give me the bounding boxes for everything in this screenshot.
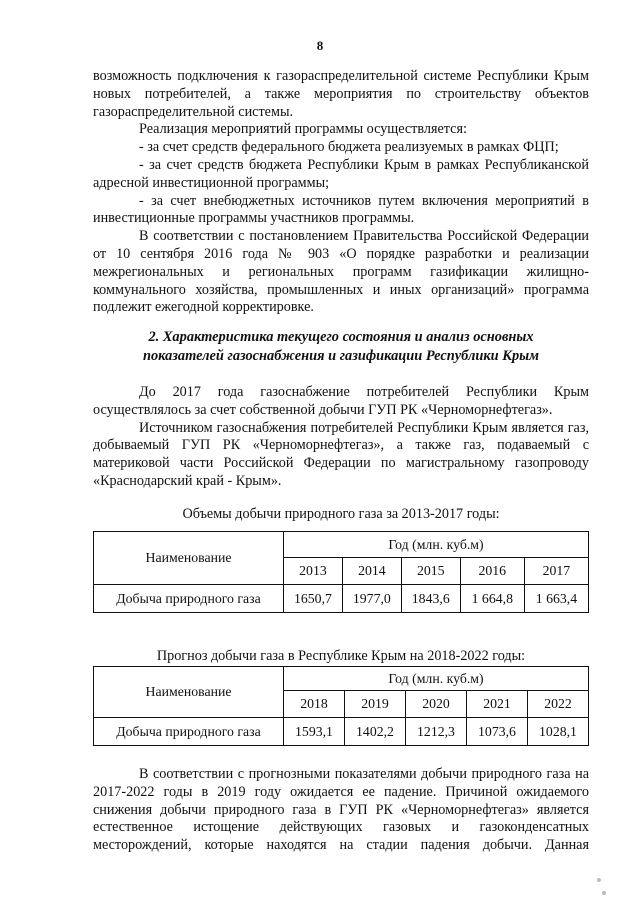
table2-row bbox=[94, 718, 589, 746]
bullet-republic: - за счет средств бюджета Республики Крым в рамках Республиканской адресной инвестиционной программы; bbox=[93, 156, 589, 191]
table1-value: 1977,0 bbox=[342, 585, 401, 613]
section-heading-line-2: показателей газоснабжения и газификации Республики Крым bbox=[142, 348, 540, 364]
section-heading bbox=[93, 328, 589, 366]
paragraph-1: возможность подключения к газораспределительной системе Республики Крым новых потребителей, а также мероприятия по строительству объектов газораспределительной системы. bbox=[93, 68, 589, 120]
table2-year-group-header: Год (млн. куб.м) bbox=[284, 667, 589, 691]
table1-year: 2016 bbox=[460, 558, 524, 585]
paragraph-4: До 2017 года газоснабжение потребителей Республики Крым осуществлялось за счет собственной добычи ГУП РК «Черноморнефтегаз». bbox=[93, 384, 589, 418]
table1-value: 1843,6 bbox=[401, 585, 460, 613]
table2-name-header: Наименование bbox=[94, 667, 284, 718]
table1-row bbox=[94, 585, 589, 613]
table2-year: 2019 bbox=[345, 691, 406, 718]
production-table bbox=[93, 531, 589, 613]
table2-value: 1073,6 bbox=[467, 718, 528, 746]
scan-speck bbox=[602, 891, 606, 895]
table1-year-group-header: Год (млн. куб.м) bbox=[284, 532, 589, 558]
table2-year: 2022 bbox=[528, 691, 589, 718]
supply-section bbox=[93, 384, 589, 491]
section-heading-line-1: 2. Характеристика текущего состояния и анализ основных bbox=[148, 329, 534, 345]
table2-year: 2021 bbox=[467, 691, 528, 718]
paragraph-6: В соответствии с прогнозными показателями добычи природного газа на 2017-2022 годы в 2019 году ожидается ее падение. Причиной ожидаемого снижения добычи природного газа в ГУП РК «Черноморнефтегаз» является естественное истощение действующих газовых и газоконденсатных месторождений, которые находятся на стадии падения добычи. Данная bbox=[93, 766, 589, 854]
table1-caption: Объемы добычи природного газа за 2013-2017 годы: bbox=[182, 506, 500, 522]
forecast-table bbox=[93, 666, 589, 746]
table2-value: 1028,1 bbox=[528, 718, 589, 746]
table1-value: 1 664,8 bbox=[460, 585, 524, 613]
table2-value: 1593,1 bbox=[284, 718, 345, 746]
paragraph-2: Реализация мероприятий программы осуществляется: bbox=[139, 121, 467, 138]
table2-value: 1212,3 bbox=[406, 718, 467, 746]
table2-year: 2018 bbox=[284, 691, 345, 718]
paragraph-3: В соответствии с постановлением Правительства Российской Федерации от 10 сентября 2016 года № 903 «О порядке разработки и реализации межрегиональных и региональных программ газификации жилищно-коммунального хозяйства, промышленных и иных организаций» программа подлежит ежегодной корректировке. bbox=[93, 228, 589, 316]
table1-year: 2014 bbox=[342, 558, 401, 585]
paragraph-5: Источником газоснабжения потребителей Республики Крым является газ, добываемый ГУП РК «Черноморнефтегаз», а также газ, подаваемый с материковой части Российской Федерации по магистральному газопроводу «Краснодарский край - Крым». bbox=[93, 419, 589, 489]
table1-value: 1650,7 bbox=[284, 585, 343, 613]
intro-section bbox=[93, 68, 589, 317]
table1-row-label: Добыча природного газа bbox=[94, 585, 284, 613]
page-number: 8 bbox=[316, 38, 324, 53]
table1-year: 2015 bbox=[401, 558, 460, 585]
bullet-extrabudget: - за счет внебюджетных источников путем включения мероприятий в инвестиционные программы участников программы. bbox=[93, 192, 589, 227]
table2-value: 1402,2 bbox=[345, 718, 406, 746]
forecast-section bbox=[93, 766, 589, 855]
table1-value: 1 663,4 bbox=[524, 585, 588, 613]
table2-caption: Прогноз добычи газа в Республике Крым на 2018-2022 годы: bbox=[156, 648, 526, 664]
scan-speck bbox=[597, 878, 601, 882]
table1-year: 2017 bbox=[524, 558, 588, 585]
table2-year: 2020 bbox=[406, 691, 467, 718]
table1-name-header: Наименование bbox=[94, 532, 284, 585]
table2-row-label: Добыча природного газа bbox=[94, 718, 284, 746]
table1-year: 2013 bbox=[284, 558, 343, 585]
bullet-federal: - за счет средств федерального бюджета реализуемых в рамках ФЦП; bbox=[139, 139, 559, 156]
